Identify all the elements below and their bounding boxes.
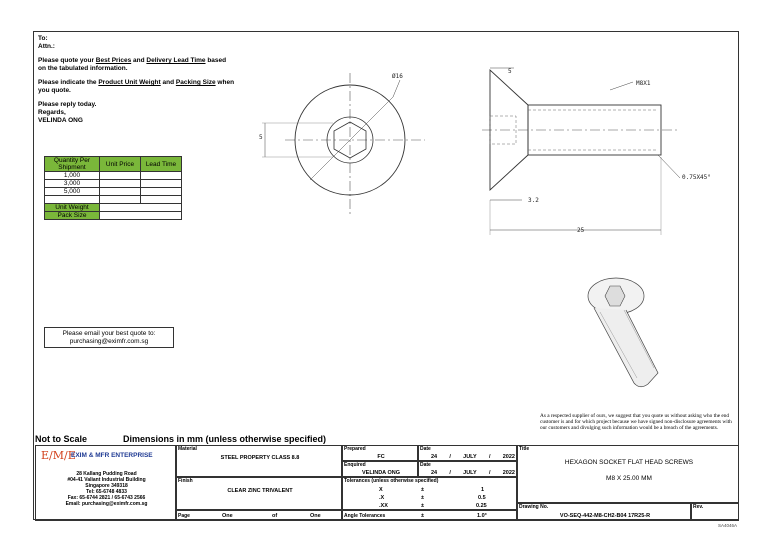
disclaimer: As a respected supplier of ours, we suggest that you quote us without asking who the end customer is and for which project because we have signed non-disclosure agreements with our customers and divulging such information would be a breach of the agreements.: [540, 413, 732, 431]
unit-weight-cell[interactable]: [100, 204, 182, 212]
thread-callout: M8X1: [636, 80, 651, 87]
company-name: EXIM & MFR ENTERPRISE: [71, 452, 153, 459]
angle-value: 1.0°: [477, 513, 487, 519]
title-cell: [517, 445, 739, 503]
email-prompt: Please email your best quote to:: [62, 330, 156, 337]
email-address[interactable]: purchasing@eximfr.com.sg: [69, 338, 149, 345]
angle-label: Angle Tolerances: [344, 513, 386, 519]
unit-weight-label: Unit Weight: [45, 204, 100, 212]
email-box: [44, 327, 174, 348]
tolerance-cell: [342, 477, 517, 510]
address-line: 28 Kallang Pudding Road: [76, 471, 137, 477]
pm-sign: ±: [421, 513, 425, 519]
page-of: of: [272, 513, 278, 519]
unit-price-cell[interactable]: [100, 188, 141, 196]
length-dimension: 25: [577, 227, 585, 234]
empty-cell: [141, 196, 182, 204]
address-line: #04-41 Valiant Industrial Building: [67, 477, 146, 483]
page-label: Page: [178, 513, 190, 519]
email: Email: purchasing@eximfr.com.sg: [65, 501, 148, 507]
prepared-cell: [342, 445, 418, 461]
tol-value: 1: [481, 487, 485, 493]
page-number: One: [222, 513, 233, 519]
enquired-value: VELINDA ONG: [362, 470, 400, 476]
tolerance-label: Tolerances (unless otherwise specified): [344, 478, 439, 484]
page-total: One: [310, 513, 321, 519]
pm-sign: ±: [421, 503, 425, 509]
empty-cell: [45, 196, 100, 204]
angle-tolerance-cell: [342, 510, 517, 521]
chamfer-callout: 0.75X45°: [682, 174, 711, 181]
qty-cell: 3,000: [45, 180, 100, 188]
weight-instruction: Please indicate the Product Unit Weight and Packing Size when: [38, 79, 235, 86]
tol-value: 0.25: [476, 503, 487, 509]
page-cell: [176, 510, 342, 521]
end-view-drawing: [255, 65, 435, 225]
qty-header: Quantity Per Shipment: [45, 157, 100, 172]
lead-time-cell[interactable]: [141, 172, 182, 180]
quote-table: [44, 156, 182, 220]
pack-size-cell[interactable]: [100, 212, 182, 220]
unit-price-header: Unit Price: [100, 157, 141, 172]
part-subtitle: M8 X 25.00 MM: [606, 475, 652, 482]
prepared-date-cell: [418, 445, 517, 461]
drawing-number: VO-SEQ-442-M8-CH2-B04 17R25-R: [559, 513, 651, 519]
rfq-text: [38, 35, 258, 125]
regards: Regards,: [38, 109, 66, 116]
material-cell: [176, 445, 342, 477]
date-label: Date: [420, 462, 431, 468]
address-line: Singapore 349318: [85, 483, 128, 489]
drawing-number-label: Drawing No.: [519, 504, 549, 510]
finish-value: CLEAR ZINC TRIVALENT: [227, 488, 293, 494]
prepared-value: FC: [377, 454, 385, 460]
weight-instruction-cont: you quote.: [38, 87, 71, 94]
side-view-drawing: [480, 60, 695, 240]
qty-cell: 1,000: [45, 172, 100, 180]
isometric-screw-view: [580, 268, 690, 393]
unit-price-cell[interactable]: [100, 180, 141, 188]
title-label: Title: [519, 446, 530, 452]
enquired-date: 24 / JULY / 2022: [431, 470, 515, 476]
company-address: [36, 471, 177, 507]
shank-dimension: 3.2: [528, 197, 539, 204]
head-height-dimension: 5: [259, 134, 263, 141]
material-value: STEEL PROPERTY CLASS 8.8: [220, 455, 300, 461]
sender-name: VELINDA ONG: [38, 117, 83, 124]
qty-cell: 5,000: [45, 188, 100, 196]
tol-value: 0.5: [478, 495, 486, 501]
sheet-code: SA4046A: [718, 523, 738, 528]
date-label: Date: [420, 446, 431, 452]
to-line: To:: [38, 35, 48, 42]
tol-xx: .X: [379, 495, 385, 501]
lead-time-cell[interactable]: [141, 188, 182, 196]
not-to-scale: Not to Scale: [35, 434, 88, 444]
enquired-date-cell: [418, 461, 517, 477]
fax: Fax: 65-6744 2821 / 65-6743 2566: [67, 495, 146, 501]
tol-x: X: [379, 487, 383, 493]
lead-time-header: Lead Time: [141, 157, 182, 172]
tol-xxx: .XX: [379, 503, 388, 509]
finish-label: Finish: [178, 478, 193, 484]
unit-price-cell[interactable]: [100, 172, 141, 180]
empty-cell: [100, 196, 141, 204]
prepared-label: Prepared: [344, 446, 366, 452]
quote-instruction-cont: on the tabulated information.: [38, 65, 128, 72]
pm-sign: ±: [421, 495, 425, 501]
reply-request: Please reply today.: [38, 101, 97, 108]
revision-cell: [691, 503, 739, 521]
pack-size-label: Pack Size: [45, 212, 100, 220]
telephone: Tel: 65-6748 4833: [86, 489, 127, 495]
enquired-cell: [342, 461, 418, 477]
part-title: HEXAGON SOCKET FLAT HEAD SCREWS: [564, 459, 694, 466]
head-length-dimension: 5: [508, 68, 512, 75]
company-logo: E/M/E: [41, 449, 76, 462]
quote-instruction: Please quote your Best Prices and Delivery Lead Time based: [38, 57, 227, 64]
drawing-number-cell: [517, 503, 691, 521]
finish-cell: [176, 477, 342, 510]
enquired-label: Enquired: [344, 462, 366, 468]
diameter-dimension: Ø16: [392, 73, 403, 80]
attn-line: Attn.:: [38, 43, 55, 50]
material-label: Material: [178, 446, 197, 452]
dimensions-note: Dimensions in mm (unless otherwise specified): [123, 434, 327, 444]
lead-time-cell[interactable]: [141, 180, 182, 188]
prepared-date: 24 / JULY / 2022: [431, 454, 515, 460]
company-block: [35, 445, 176, 521]
pm-sign: ±: [421, 487, 425, 493]
revision-label: Rev.: [693, 504, 704, 510]
